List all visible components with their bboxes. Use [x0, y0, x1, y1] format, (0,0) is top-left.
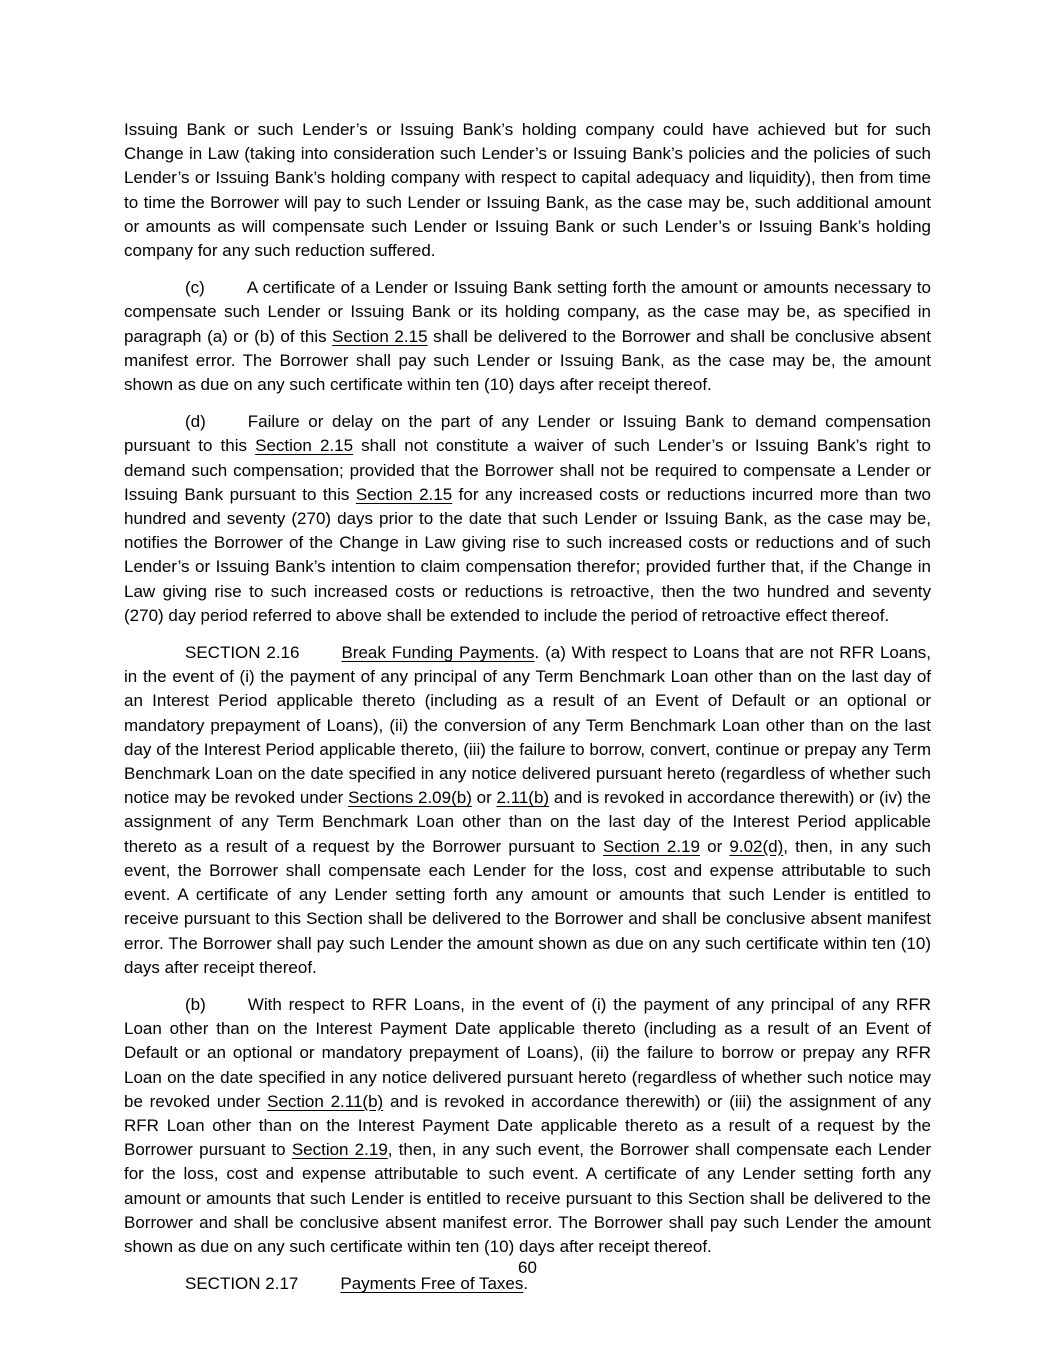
text-run: shall be delivered to the Borrower and shall be conclusive absent manifest error. The Borrower shall pay such Lender or Issuing Bank, as the case may be, the amount shown as due on any such certificate within ten (10) days after receipt thereof.	[124, 326, 931, 395]
document-body	[124, 118, 931, 1296]
text-run: (c)	[185, 278, 205, 298]
text-run: SECTION 2.17	[185, 1274, 299, 1294]
section-reference: Section 2.15	[332, 326, 428, 346]
text-run: Issuing Bank or such Lender’s or Issuing Bank’s holding company could have achieved but for such Change in Law (taking into consideration such Lender’s or Issuing Bank’s policies and the policies of such Lender’s or Issuing Bank’s holding company with respect to capital adequacy and liquidity), then from time to time the Borrower will pay to such Lender or Issuing Bank, as the case may be, such additional amount or amounts as will compensate such Lender or Issuing Bank or such Lender’s or Issuing Bank’s holding company for any such reduction suffered.	[124, 120, 931, 261]
section-reference: Section 2.19	[603, 836, 700, 856]
page-number: 60	[518, 1258, 537, 1277]
text-run: Failure or delay on the part of any Lender or Issuing Bank to demand compensation pursuant to this	[124, 412, 931, 456]
text-run: , then, in any such event, the Borrower shall compensate each Lender for the loss, cost and expense attributable to such event. A certificate of any Lender setting forth any amount or amounts that such Lender is entitled to receive pursuant to this Section shall be delivered to the Borrower and shall be conclusive absent manifest error. The Borrower shall pay such Lender the amount shown as due on any such certificate within ten (10) days after receipt thereof.	[124, 1140, 932, 1256]
text-run: (d)	[185, 412, 206, 432]
text-run: With respect to RFR Loans, in the event of (i) the payment of any principal of any RFR Loan other than on the Interest Payment Date applicable thereto (including as a result of an Event of Default or an optional or mandatory prepayment of Loans), (ii) the failure to borrow or prepay any RFR Loan on the date specified in any notice delivered pursuant hereto (regardless of whether such notice may be revoked under	[124, 994, 931, 1111]
paragraph-continuation	[124, 118, 931, 263]
text-run: (b)	[185, 994, 206, 1014]
text-run: or	[699, 836, 730, 856]
text-run: A certificate of a Lender or Issuing Bank setting forth the amount or amounts necessary to compensate such Lender or Issuing Bank or its holding company, as the case may be, as specified in paragraph (a) or (b) of this	[124, 278, 931, 346]
text-run: , then, in any such event, the Borrower shall compensate each Lender for the loss, cost and expense attributable to such event. A certificate of any Lender setting forth any amount or amounts that such Lender is entitled to receive pursuant to this Section shall be delivered to the Borrower and shall be conclusive absent manifest error. The Borrower shall pay such Lender the amount shown as due on any such certificate within ten (10) days after receipt thereof.	[124, 836, 931, 977]
section-reference: 2.11(b)	[496, 788, 550, 808]
text-run: .	[523, 1274, 529, 1294]
section-reference: Break Funding Payments	[341, 643, 535, 663]
section-reference: Section 2.15	[255, 436, 354, 456]
section-reference: Payments Free of Taxes	[340, 1274, 524, 1294]
text-run: and is revoked in accordance therewith) or (iv) the assignment of any Term Benchmark Loan other than on the last day of the Interest Period applicable thereto as a result of a request by the Borrower pursuant to	[124, 788, 931, 856]
text-run: for any increased costs or reductions incurred more than two hundred and seventy (270) days prior to the date that such Lender or Issuing Bank, as the case may be, notifies the Borrower of the Change in Law giving rise to such increased costs or reductions and of such Lender’s or Issuing Bank’s intention to claim compensation therefor; provided further that, if the Change in Law giving rise to such increased costs or reductions is retroactive, then the two hundred and seventy (270) day period referred to above shall be extended to include the period of retroactive effect thereof.	[124, 484, 931, 625]
paragraph-b	[124, 993, 931, 1259]
paragraph-c	[124, 276, 931, 397]
paragraph-d	[124, 410, 931, 628]
text-run: . (a) With respect to Loans that are not RFR Loans, in the event of (i) the payment of any principal of any Term Benchmark Loan other than on the last day of an Interest Period applicable thereto (including as a result of an Event of Default or an optional or mandatory prepayment of Loans), (ii) the conversion of any Term Benchmark Loan other than on the last day of the Interest Period applicable thereto, (iii) the failure to borrow, convert, continue or prepay any Term Benchmark Loan on the date specified in any notice delivered pursuant hereto (regardless of whether such notice may be revoked under	[124, 643, 931, 808]
text-run: or	[471, 788, 497, 808]
section-reference: Section 2.15	[355, 484, 453, 504]
section-reference: Section 2.19	[291, 1140, 388, 1160]
text-run: SECTION 2.16	[185, 643, 300, 663]
text-run: and is revoked in accordance therewith) or (iii) the assignment of any RFR Loan other than on the Interest Payment Date applicable thereto as a result of a request by the Borrower pursuant to	[124, 1091, 931, 1160]
section-reference: Sections 2.09(b)	[348, 788, 472, 808]
text-run: shall not constitute a waiver of such Lender’s or Issuing Bank’s right to demand such compensation; provided that the Borrower shall not be required to compensate a Lender or Issuing Bank pursuant to this	[124, 436, 932, 504]
section-reference: 9.02(d)	[729, 836, 784, 856]
section-2-16	[124, 641, 931, 980]
section-reference: Section 2.11(b)	[267, 1091, 384, 1111]
